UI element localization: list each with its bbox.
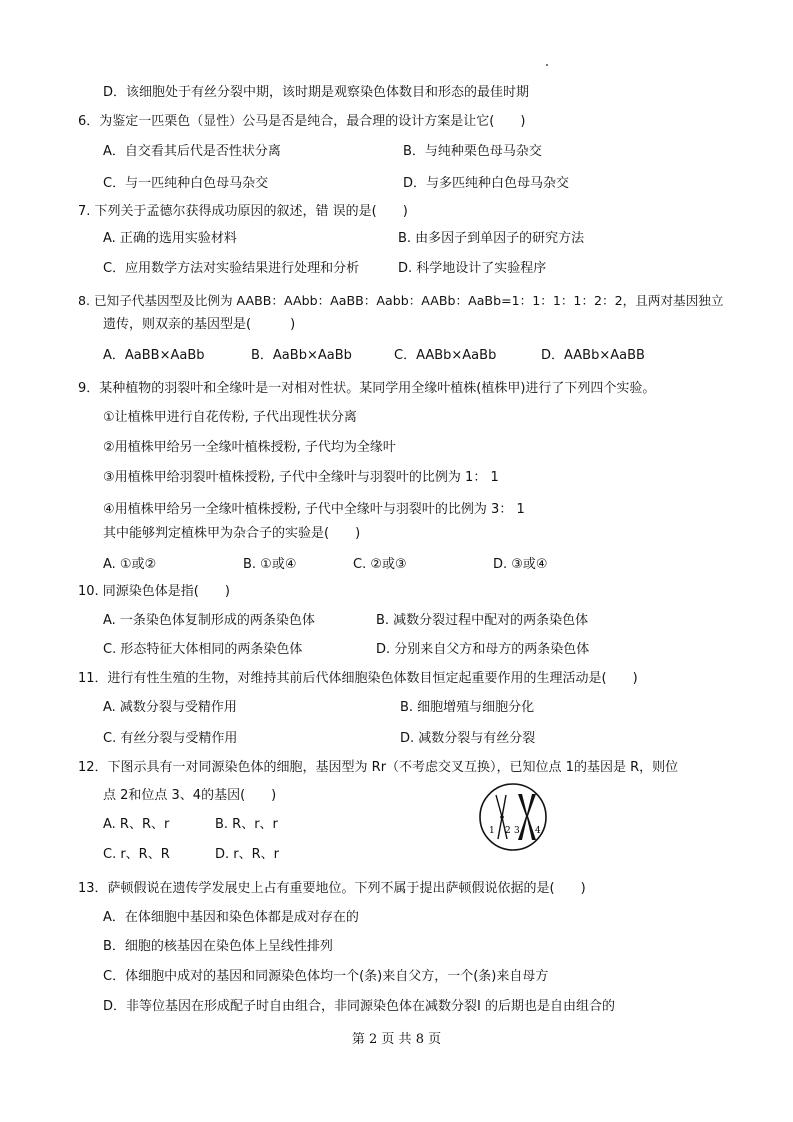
q10-stem: 10. 同源染色体是指( ) bbox=[78, 584, 230, 599]
q9-option-a: A. ①或② bbox=[103, 557, 157, 572]
q11-option-c: C. 有丝分裂与受精作用 bbox=[103, 731, 238, 746]
q10-option-b: B. 减数分裂过程中配对的两条染色体 bbox=[376, 613, 589, 628]
q9-ask: 其中能够判定植株甲为杂合子的实验是( ) bbox=[103, 526, 361, 541]
page-footer: 第 2 页 共 8 页 bbox=[351, 1032, 442, 1047]
q8-option-a: A．AaBB×AaBb bbox=[103, 348, 205, 363]
q13-option-d: D．非等位基因在形成配子时自由组合，非同源染色体在减数分裂Ⅰ 的后期也是自由组合的 bbox=[103, 999, 615, 1014]
q6-option-a: A．自交看其后代是否性状分离 bbox=[103, 144, 281, 159]
q9-option-b: B. ①或④ bbox=[243, 557, 297, 572]
q8-option-d: D．AABb×AaBB bbox=[541, 348, 645, 363]
q12-option-a: A. R、R、r bbox=[103, 817, 170, 832]
q13-option-c: C．体细胞中成对的基因和同源染色体均一个(条)来自父方，一个(条)来自母方 bbox=[103, 969, 549, 984]
q8-option-c: C．AABb×AaBb bbox=[394, 348, 497, 363]
q9-option-c: C. ②或③ bbox=[353, 557, 407, 572]
q12-option-b: B. R、r、r bbox=[215, 817, 278, 832]
q7-stem: 7. 下列关于孟德尔获得成功原因的叙述，错 误的是( ) bbox=[78, 204, 408, 219]
q10-option-d: D. 分别来自父方和母方的两条染色体 bbox=[376, 642, 590, 657]
locus-label-4: 4 bbox=[535, 826, 541, 836]
q6-stem: 6．为鉴定一匹栗色（显性）公马是否是纯合，最合理的设计方案是让它( ) bbox=[78, 114, 526, 129]
cell-outline bbox=[480, 784, 546, 850]
locus-label-2: 2 bbox=[505, 826, 511, 836]
q12-stem-line1: 12．下图示具有一对同源染色体的细胞，基因型为 Rr（不考虑交叉互换），已知位点 1的基因是 R，则位 bbox=[78, 760, 679, 775]
q11-option-b: B. 细胞增殖与细胞分化 bbox=[400, 700, 535, 715]
q6-option-b: B．与纯种栗色母马杂交 bbox=[403, 144, 542, 159]
q8-option-b: B．AaBb×AaBb bbox=[251, 348, 352, 363]
scan-speck bbox=[546, 64, 548, 66]
q11-option-d: D. 减数分裂与有丝分裂 bbox=[400, 731, 536, 746]
q6-option-d: D．与多匹纯种白色母马杂交 bbox=[403, 176, 570, 191]
q9-option-d: D. ③或④ bbox=[493, 557, 548, 572]
q11-stem: 11．进行有性生殖的生物，对维持其前后代体细胞染色体数目恒定起重要作用的生理活动是( ) bbox=[78, 671, 638, 686]
q7-option-a: A. 正确的选用实验材料 bbox=[103, 231, 237, 246]
locus-label-1: 1 bbox=[489, 826, 495, 836]
q7-option-d: D. 科学地设计了实验程序 bbox=[398, 261, 547, 276]
q7-option-c: C．应用数学方法对实验结果进行处理和分析 bbox=[103, 261, 360, 276]
q8-stem-line1: 8. 已知子代基因型及比例为 AABB：AAbb：AaBB：Aabb：AABb：AaBb=1：1：1：1：2：2，且两对基因独立 bbox=[78, 293, 724, 308]
homologous-chromosome-cell-figure bbox=[476, 782, 550, 852]
q9-experiment-1: ①让植株甲进行自花传粉, 子代出现性状分离 bbox=[103, 410, 357, 425]
q11-option-a: A. 减数分裂与受精作用 bbox=[103, 700, 237, 715]
q12-stem-line2: 点 2和位点 3、4的基因( ) bbox=[103, 788, 277, 803]
q12-option-c: C. r、R、R bbox=[103, 847, 170, 862]
q9-experiment-3: ③用植株甲给羽裂叶植株授粉, 子代中全缘叶与羽裂叶的比例为 1： 1 bbox=[103, 470, 499, 485]
locus-label-3: 3 bbox=[514, 826, 520, 836]
q6-option-c: C．与一匹纯种白色母马杂交 bbox=[103, 176, 269, 191]
q10-option-a: A. 一条染色体复制形成的两条染色体 bbox=[103, 613, 315, 628]
q13-stem: 13．萨顿假说在遗传学发展史上占有重要地位。下列不属于提出萨顿假说依据的是( ) bbox=[78, 881, 586, 896]
q13-option-a: A．在体细胞中基因和染色体都是成对存在的 bbox=[103, 910, 359, 925]
q12-option-d: D. r、R、r bbox=[215, 847, 279, 862]
q7-option-b: B. 由多因子到单因子的研究方法 bbox=[398, 231, 585, 246]
chromosome-right bbox=[518, 794, 536, 840]
q13-option-b: B．细胞的核基因在染色体上呈线性排列 bbox=[103, 939, 333, 954]
q10-option-c: C. 形态特征大体相同的两条染色体 bbox=[103, 642, 303, 657]
q8-stem-line2: 遗传，则双亲的基因型是( ) bbox=[103, 317, 296, 332]
q9-experiment-4: ④用植株甲给另一全缘叶植株授粉, 子代中全缘叶与羽裂叶的比例为 3： 1 bbox=[103, 502, 525, 517]
q9-experiment-2: ②用植株甲给另一全缘叶植株授粉, 子代均为全缘叶 bbox=[103, 440, 396, 455]
q9-stem: 9．某种植物的羽裂叶和全缘叶是一对相对性状。某同学用全缘叶植株(植株甲)进行了下列四个实验。 bbox=[78, 381, 656, 396]
q5-option-d: D．该细胞处于有丝分裂中期，该时期是观察染色体数目和形态的最佳时期 bbox=[103, 85, 530, 100]
